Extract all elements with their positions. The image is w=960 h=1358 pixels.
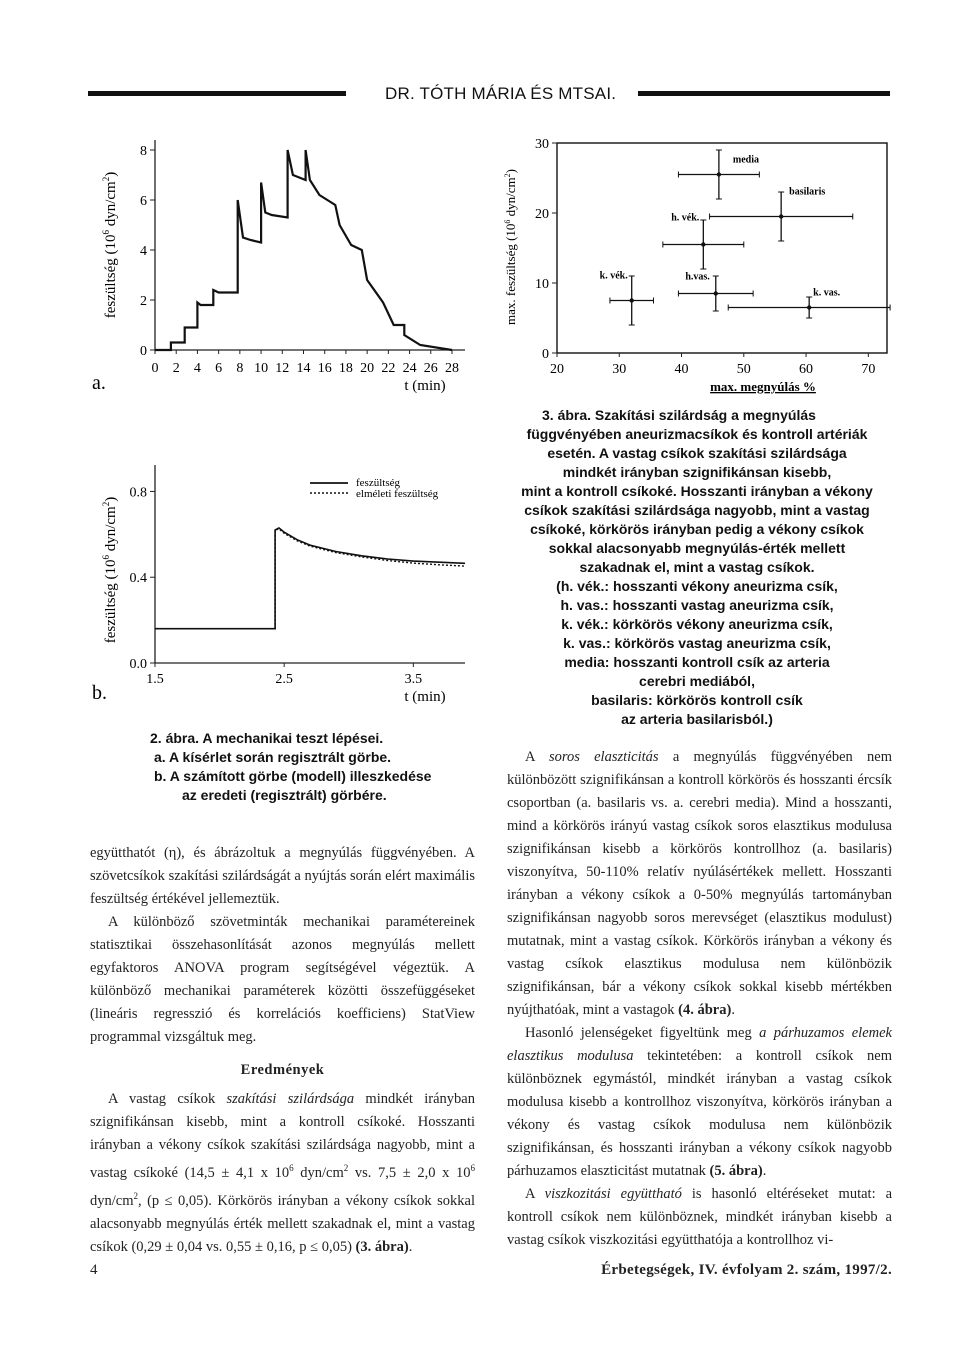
fig2b-x-tick-label: 1.5 <box>146 672 164 687</box>
figure-2b <box>80 455 480 715</box>
right-column-text <box>507 746 892 1252</box>
fig3-caption-line: 3. ábra. Szakítási szilárdság a megnyúlás <box>542 407 816 423</box>
fig2a-x-tick-label: 28 <box>445 361 459 376</box>
fig3-caption-line: mint a kontroll csíkoké. Hosszanti irányban a vékony <box>521 483 873 499</box>
fig3-caption-line: szakadnak el, mint a vastag csíkok. <box>579 559 815 575</box>
fig3-caption-line: k. vék.: körkörös vékony aneurizma csík, <box>561 616 833 632</box>
figure-3 <box>495 135 895 405</box>
fig3-caption-line: (h. vék.: hosszanti vékony aneurizma csík, <box>556 578 838 594</box>
fig3-point <box>728 288 890 319</box>
fig3-caption-line: csíkok szakítási szilárdsága nagyobb, mint a vastag <box>524 502 870 518</box>
journal-footer: Érbetegségek, IV. évfolyam 2. szám, 1997/2. <box>601 1262 892 1278</box>
fig2a-panel-label: a. <box>92 372 106 394</box>
fig2b-y-tick-label: 0.8 <box>129 485 147 501</box>
fig3-point <box>678 272 753 312</box>
fig3-x-tick-label: 20 <box>550 362 564 377</box>
fig2b-legend-theoretical: elméleti feszültség <box>356 488 439 500</box>
fig3-y-tick-label: 30 <box>535 137 549 152</box>
fig2b-measured-line <box>155 528 465 629</box>
fig2-caption-line: a. A kísérlet során regisztrált görbe. <box>154 749 392 765</box>
fig3-point-label: h. vék. <box>671 212 700 224</box>
fig2a-xlabel: t (min) <box>404 378 446 394</box>
fig2a-y-tick-label: 4 <box>140 244 147 259</box>
fig2a-series-line <box>155 150 452 350</box>
fig3-point-label: k. vas. <box>813 287 841 299</box>
fig2b-legend-measured: feszültség <box>356 477 400 489</box>
fig3-xlabel: max. megnyúlás % <box>710 379 816 394</box>
fig3-caption-line: cerebri mediából, <box>639 673 755 689</box>
header-rule-right <box>638 91 890 96</box>
left-column-text <box>90 842 475 1259</box>
header-rule-left <box>88 91 346 96</box>
fig2a-y-tick-label: 6 <box>140 194 147 209</box>
fig3-x-tick-label: 40 <box>674 362 689 377</box>
fig3-caption-line: sokkal alacsonyabb megnyúlás-érték mellett <box>548 540 846 556</box>
fig3-ylabel: max. feszültség ($10^6$ dyn/$cm^2$) <box>503 168 518 326</box>
fig2a-y-tick-label: 2 <box>140 294 147 309</box>
fig2a-x-tick-label: 22 <box>381 361 396 376</box>
fig2a-y-tick-label: 0 <box>140 344 147 359</box>
paragraph: A viszkozitási együttható is hasonló eltéréseket mutat: a kontroll csíkok nem különböznek, mindkét irányban kisebb a vastag csíkok viszkozitási együtthatója a kontrollhoz vi- <box>507 1186 893 1248</box>
fig2b-ylabel: feszültség ($10^6$ dyn/$cm^2$) <box>101 496 119 644</box>
fig2a-x-tick-label: 16 <box>317 361 332 376</box>
fig3-point <box>710 187 853 242</box>
fig3-caption-line: az arteria basilarisból.) <box>621 711 773 727</box>
fig2a-x-tick-label: 6 <box>215 361 223 376</box>
fig2a-x-tick-label: 0 <box>151 361 159 376</box>
fig2b-theoretical-line <box>155 529 465 629</box>
fig2b-legend <box>310 477 439 500</box>
fig2b-x-tick-label: 2.5 <box>275 672 293 687</box>
fig3-x-tick-label: 60 <box>799 362 814 377</box>
running-header: DR. TÓTH MÁRIA ÉS MTSAI. <box>385 84 617 103</box>
fig2a-x-tick-label: 10 <box>254 361 269 376</box>
fig3-point-label: k. vék. <box>599 270 628 282</box>
fig2-caption-line: az eredeti (regisztrált) görbére. <box>182 787 387 803</box>
fig3-point-label: basilaris <box>789 186 826 198</box>
fig3-x-tick-label: 30 <box>612 362 627 377</box>
fig2b-xlabel: t (min) <box>404 689 446 705</box>
figure-2a <box>80 135 480 405</box>
paragraph: Hasonló jelenségeket figyeltünk meg a párhuzamos elemek elasztikus modulusa tekintetében: a kontroll csíkok nem különböznek egymástól, mindkét irányban a vastag csíkok modulusa kisebb a kontrollhoz viszonyítva, körkörös irányban a vékony és vastag csíkok modulusa nem különbözik szignifikánsan, és hosszanti irányban a vékony csíkok nagyobb párhuzamos elaszticitást mutatnak (5. ábra). <box>507 1025 893 1179</box>
fig2a-x-tick-label: 26 <box>423 361 438 376</box>
fig3-caption-line: k. vas.: körkörös vastag aneurizma csík, <box>563 635 831 651</box>
fig2a-ylabel: feszültség ($10^6$ dyn/$cm^2$) <box>101 171 119 319</box>
fig3-caption-line: basilaris: körkörös kontroll csík <box>591 692 803 708</box>
fig3-caption-line: esetén. A vastag csíkok szakítási szilárdsága <box>547 445 847 461</box>
fig3-caption-line: media: hosszanti kontroll csík az arteria <box>564 654 830 670</box>
fig2a-x-tick-label: 18 <box>338 361 353 376</box>
fig3-y-tick-label: 20 <box>535 207 549 222</box>
page-number: 4 <box>90 1262 98 1278</box>
fig2a-x-tick-label: 8 <box>236 361 244 376</box>
fig3-caption-line: csíkoké, körkörös irányban pedig a vékony csíkok <box>530 521 864 537</box>
section-heading: Eredmények <box>240 1062 325 1078</box>
paragraph: A vastag csíkok szakítási szilárdsága mindkét irányban szignifikánsan kisebb, mint a kontroll csíkoké. Hosszanti irányban a vékony csíkok szakítási szilárdsága nagyobb, mint a vastag csíkoké (14,5 ± 4,1 x $10^6$ dyn/$cm^2$ vs. 7,5 ± 2,0 x $10^6$ dyn/$cm^2$, (p ≤ 0,05). Körkörös irányban a vékony csíkok sokkal alacsonyabb megnyúlás érték mellett szakadnak el, mint a vastag csíkok (0,29 ± 0,04 vs. 0,55 ± 0,16, p ≤ 0,05) (3. ábra). <box>90 1091 475 1255</box>
fig3-x-tick-label: 50 <box>736 362 751 377</box>
fig2a-y-tick-label: 8 <box>140 144 147 159</box>
fig3-caption-line: függvényében aneurizmacsíkok és kontroll artériák <box>526 426 868 442</box>
fig3-x-tick-label: 70 <box>861 362 876 377</box>
fig2b-x-tick-label: 3.5 <box>404 672 423 687</box>
paragraph: A különböző szövetminták mechanikai paramétereinek statisztikai összehasonlítását azonos megnyúlás mellett egyfaktoros ANOVA program segítségével végeztük. A különböző mechanikai paraméterek közötti összefüggéseket (lineáris regresszió és korrelációs koefficiens) StatView programmal vizsgáltuk meg. <box>90 914 475 1045</box>
paragraph: A soros elaszticitás a megnyúlás függvényében nem különbözött szignifikánsan a kontroll körkörös és hosszanti ércsík csoportban (a. basilaris vs. a. cerebri media). Mind a hosszanti, mind a körkörös irányú vastag csíkok soros elasztikus modulusa szignifikánsan kisebb a körkörös kontrollhoz (a. basilaris) viszonyítva, 50-110% relatív nyúlásértékek mellett. Hosszanti irányban a vékony csíkok a 0-50% megnyúlás tartományban szignifikánsan nagyobb soros merevséget (elasztikus modulust) mutatnak, mint a vastag csíkok. Körkörös irányban a vékony és vastag csíkok elasztikus modulusa nem különbözik szignifikánsan, bár a vékony csíkok sokkal kisebb mértékben nyújthatóak, mint a vastagok (4. ábra). <box>507 749 893 1018</box>
fig2-caption-line: 2. ábra. A mechanikai teszt lépései. <box>150 730 384 746</box>
paragraph: együtthatót (η), és ábrázoltuk a megnyúlás függvényében. A szövetcsíkok szakítási szilárdságát a nyújtás során elért maximális feszültség értékével jellemeztük. <box>90 845 475 907</box>
fig3-y-tick-label: 10 <box>535 277 549 292</box>
fig3-point-label: h.vas. <box>685 271 710 283</box>
fig2a-x-tick-label: 12 <box>275 361 290 376</box>
fig3-caption-line: mindkét irányban szignifikánsan kisebb, <box>562 464 832 480</box>
fig2-caption-line: b. A számított görbe (modell) illeszkedése <box>154 768 432 784</box>
fig3-point <box>678 150 759 199</box>
fig2a-x-tick-label: 20 <box>360 361 375 376</box>
fig3-caption-line: h. vas.: hosszanti vastag aneurizma csík, <box>560 597 834 613</box>
fig3-point <box>600 271 654 326</box>
fig2b-y-tick-label: 0.4 <box>129 571 147 587</box>
fig3-y-tick-label: 0 <box>542 347 549 362</box>
fig2b-panel-label: b. <box>92 682 107 704</box>
figure-2-caption <box>150 729 450 805</box>
fig2a-x-tick-label: 24 <box>402 361 417 376</box>
figure-3-caption <box>502 406 892 729</box>
fig2b-y-tick-label: 0.0 <box>129 657 147 672</box>
fig3-point <box>663 213 744 270</box>
fig2a-x-tick-label: 14 <box>296 361 311 376</box>
fig3-point-label: media <box>732 154 759 166</box>
fig2a-x-tick-label: 2 <box>172 361 180 376</box>
fig2a-x-tick-label: 4 <box>193 361 201 376</box>
